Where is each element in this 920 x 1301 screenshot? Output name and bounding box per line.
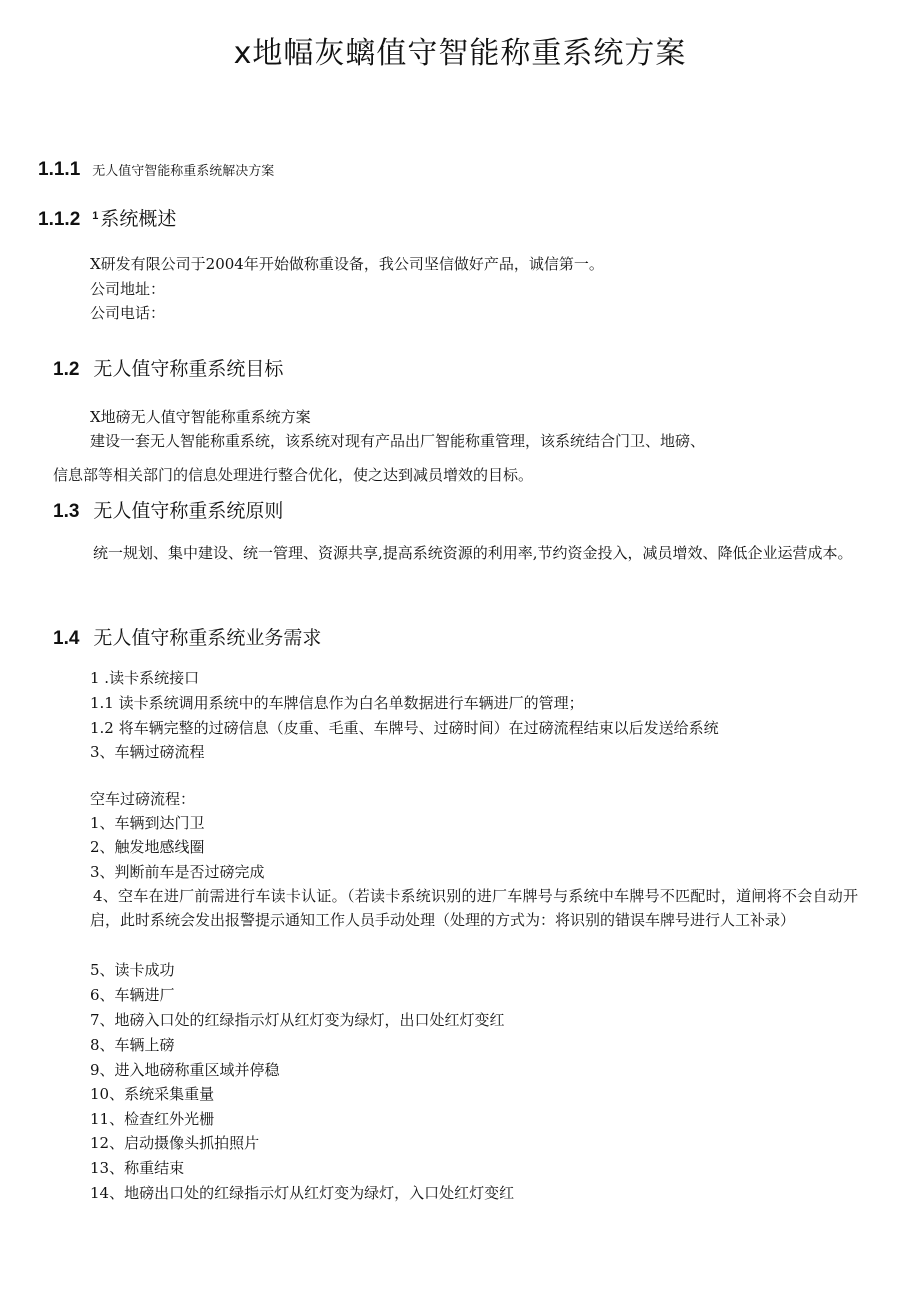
flow-title: 空车过磅流程： (90, 790, 196, 808)
heading-1-4 (53, 625, 321, 652)
heading-text: 无人值守称重系统目标 (93, 358, 284, 380)
goal-line: X地磅无人值守智能称重系统方案 (90, 408, 311, 426)
heading-text: 无人值守称重系统业务需求 (93, 627, 322, 649)
principle-paragraph: 统一规划、集中建设、统一管理、资源共享,提高系统资源的利用率,节约资金投入，减员增效、降低企业运营成本。 (93, 544, 853, 562)
document-title: x地幅灰螭值守智能称重系统方案 (233, 36, 687, 71)
goal-line: 信息部等相关部门的信息处理进行整合优化，使之达到减员增效的目标。 (53, 466, 534, 484)
heading-number: 1.2 (53, 359, 80, 380)
flow-step: 8、车辆上磅 (90, 1036, 175, 1054)
flow-step-4: 4、空车在进厂前需进行车读卡认证。（若读卡系统识别的进厂车牌号与系统中车牌号不匹配时，道闸将不会自动开启，此时系统会发出报警提示通知工作人员手动处理（处理的方式为：将识别的错误车牌号进行人工补录） (90, 887, 858, 929)
heading-text: 系统概述 (100, 208, 177, 230)
heading-1-2 (53, 356, 283, 383)
company-address: 公司地址： (90, 280, 166, 298)
heading-text: 无人值守称重系统原则 (93, 500, 284, 522)
flow-step: 1、车辆到达门卫 (90, 814, 205, 832)
heading-1-1-1 (38, 157, 274, 185)
need-item: 3、车辆过磅流程 (90, 743, 205, 761)
flow-step: 6、车辆进厂 (90, 986, 175, 1004)
goal-line: 建设一套无人智能称重系统，该系统对现有产品出厂智能称重管理，该系统结合门卫、地磅、 (90, 432, 706, 450)
flow-step: 2、触发地感线圈 (90, 838, 205, 856)
heading-text: 无人值守智能称重系统解决方案 (92, 164, 275, 179)
flow-step: 12、启动摄像头抓拍照片 (90, 1134, 260, 1152)
overview-line: X研发有限公司于2004年开始做称重设备，我公司坚信做好产品，诚信第一。 (90, 255, 604, 273)
heading-superscript: 1 (92, 210, 99, 222)
need-item: 1.1 读卡系统调用系统中的车牌信息作为白名单数据进行车辆进厂的管理； (90, 694, 584, 712)
heading-number: 1.3 (53, 501, 80, 522)
heading-number: 1.1.1 (38, 159, 81, 180)
heading-number: 1.4 (53, 628, 80, 649)
flow-step: 9、进入地磅称重区域并停稳 (90, 1061, 280, 1079)
flow-step: 7、地磅入口处的红绿指示灯从红灯变为绿灯，出口处红灯变红 (90, 1011, 505, 1029)
flow-step: 13、称重结束 (90, 1159, 185, 1177)
heading-1-3 (53, 498, 283, 525)
heading-1-1-2 (38, 203, 176, 233)
need-item: 1.2 将车辆完整的过磅信息（皮重、毛重、车牌号、过磅时间）在过磅流程结束以后发送给系统 (90, 719, 719, 737)
flow-step: 11、检查红外光栅 (90, 1110, 215, 1128)
flow-step: 3、判断前车是否过磅完成 (90, 863, 265, 881)
heading-number: 1.1.2 (38, 209, 81, 230)
need-item: 1 .读卡系统接口 (90, 669, 200, 687)
flow-step: 14、地磅出口处的红绿指示灯从红灯变为绿灯，入口处红灯变红 (90, 1184, 515, 1202)
company-phone: 公司电话： (90, 304, 166, 322)
flow-step: 5、读卡成功 (90, 961, 175, 979)
flow-step: 10、系统采集重量 (90, 1085, 215, 1103)
